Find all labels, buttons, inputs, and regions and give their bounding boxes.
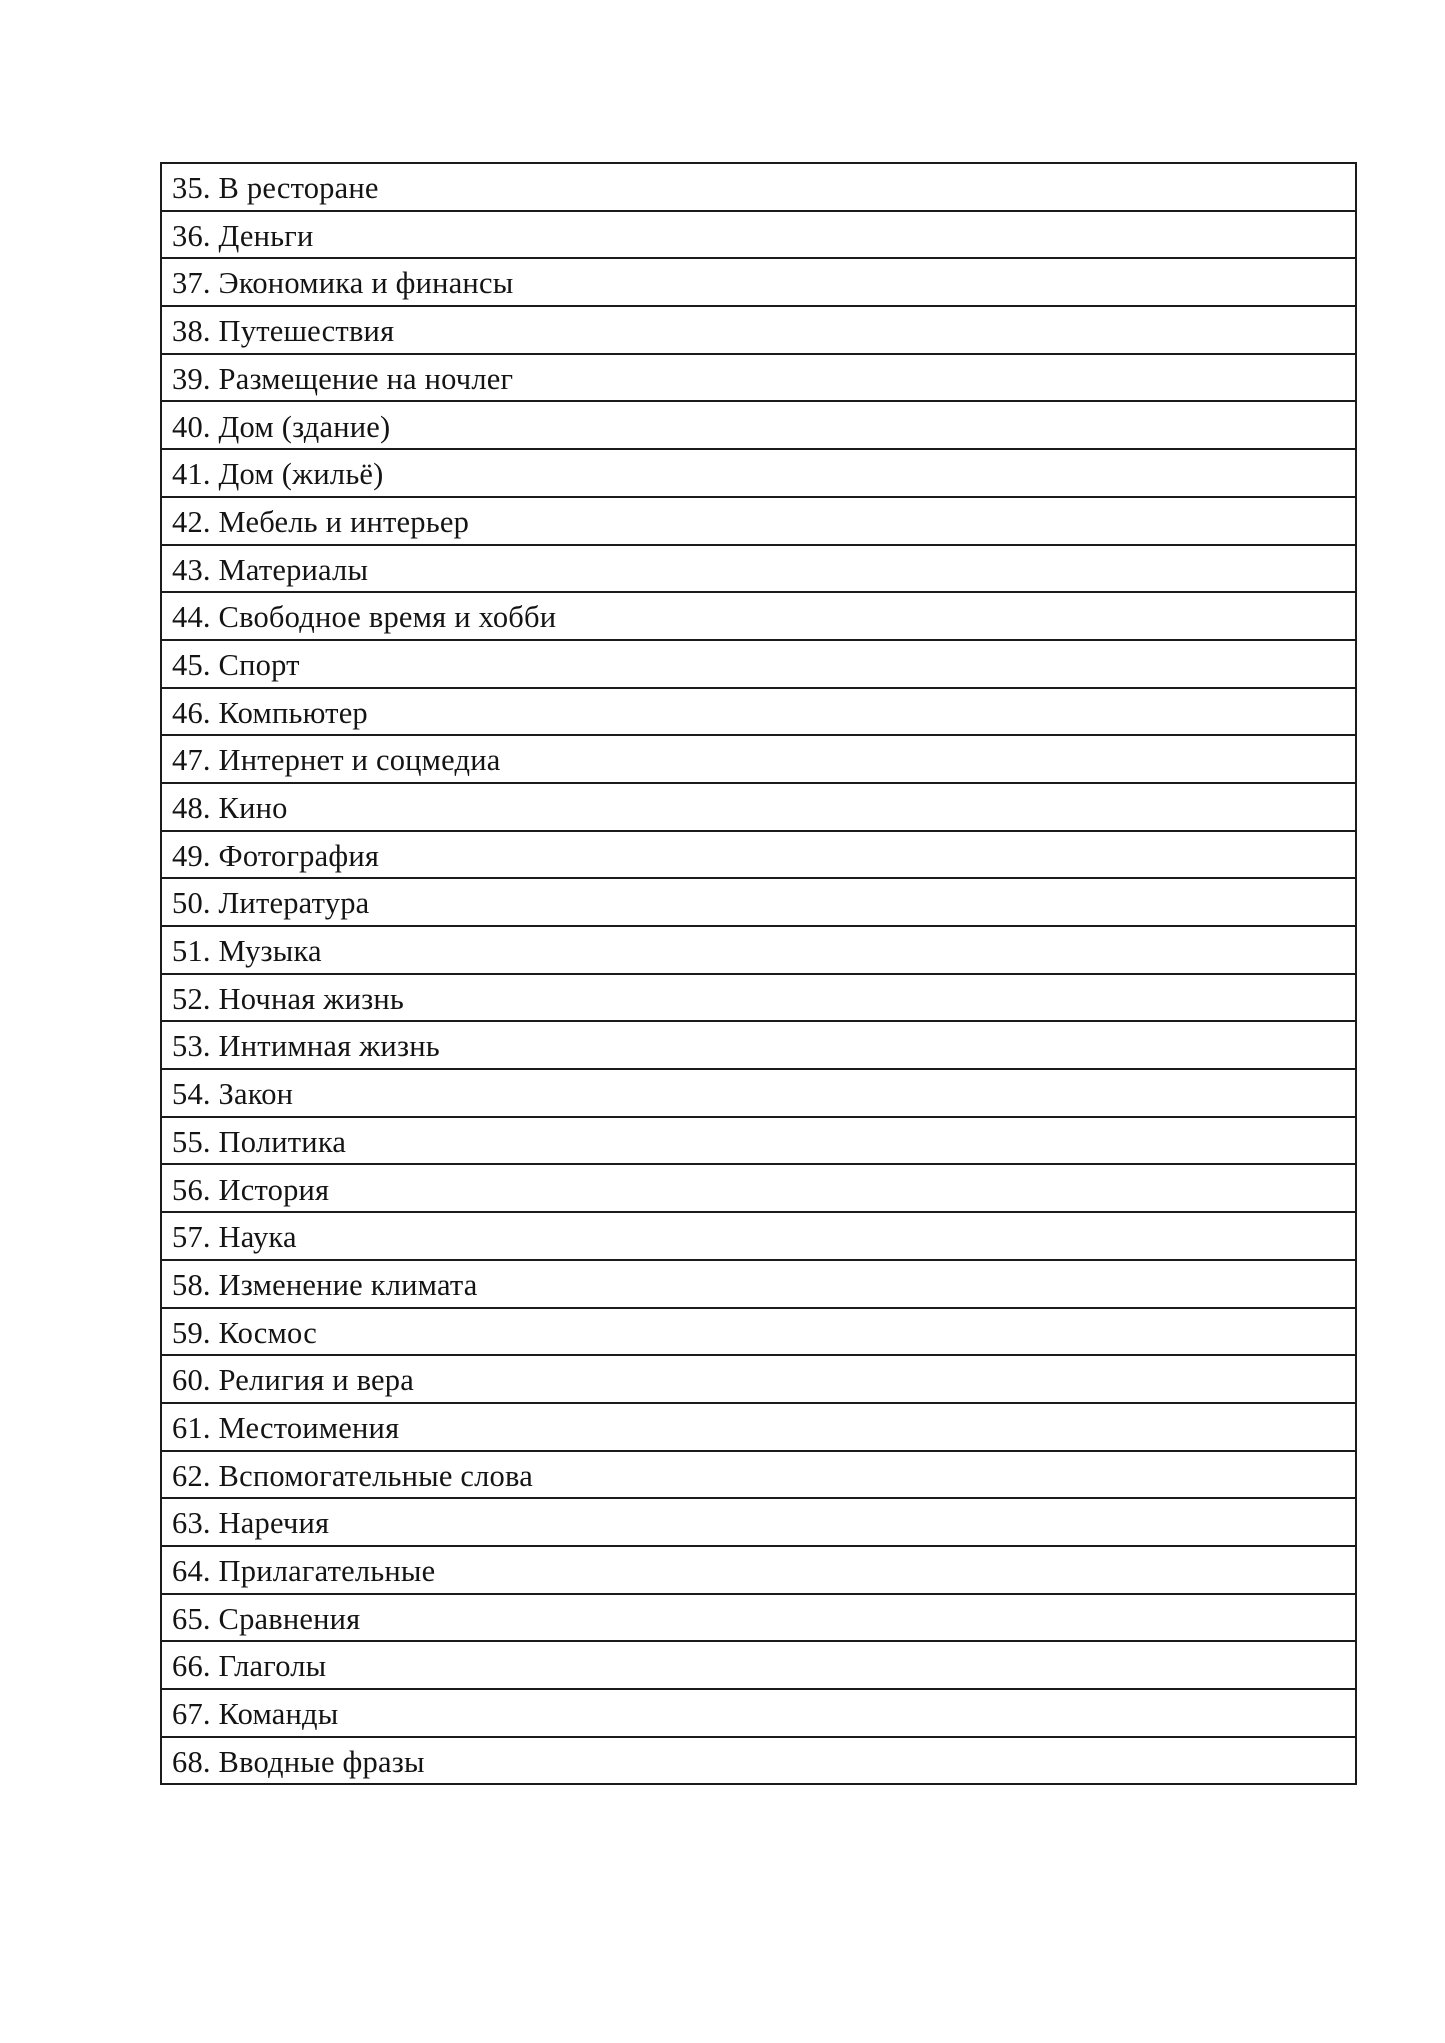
toc-item-label: 53. Интимная жизнь (172, 1029, 440, 1064)
toc-item-label: 61. Местоимения (172, 1410, 400, 1445)
toc-row (162, 1165, 1355, 1213)
toc-row (162, 1309, 1355, 1357)
toc-row (162, 927, 1355, 975)
toc-row (162, 450, 1355, 498)
toc-item-label: 62. Вспомогательные слова (172, 1458, 533, 1493)
toc-item-label: 36. Деньги (172, 218, 314, 253)
toc-item-label: 35. В ресторане (172, 171, 379, 206)
toc-row (162, 546, 1355, 594)
toc-row (162, 259, 1355, 307)
toc-row (162, 1642, 1355, 1690)
toc-row (162, 1022, 1355, 1070)
toc-row (162, 1738, 1355, 1784)
toc-item-label: 52. Ночная жизнь (172, 981, 404, 1016)
toc-row (162, 498, 1355, 546)
toc-row (162, 689, 1355, 737)
toc-item-label: 51. Музыка (172, 934, 322, 969)
toc-item-label: 48. Кино (172, 791, 288, 826)
toc-item-label: 67. Команды (172, 1697, 339, 1732)
toc-item-label: 37. Экономика и финансы (172, 266, 514, 301)
toc-row (162, 402, 1355, 450)
toc-row (162, 1213, 1355, 1261)
toc-item-label: 57. Наука (172, 1220, 297, 1255)
toc-item-label: 47. Интернет и соцмедиа (172, 743, 501, 778)
toc-row (162, 832, 1355, 880)
toc-row (162, 641, 1355, 689)
toc-item-label: 44. Свободное время и хобби (172, 600, 557, 635)
toc-item-label: 50. Литература (172, 886, 370, 921)
toc-row (162, 1595, 1355, 1643)
toc-item-label: 55. Политика (172, 1124, 347, 1159)
toc-item-label: 60. Религия и вера (172, 1363, 414, 1398)
toc-row (162, 975, 1355, 1023)
toc-item-label: 64. Прилагательные (172, 1554, 436, 1589)
toc-item-label: 63. Наречия (172, 1506, 330, 1541)
toc-row (162, 879, 1355, 927)
toc-row (162, 212, 1355, 260)
toc-row (162, 1118, 1355, 1166)
toc-item-label: 38. Путешествия (172, 314, 395, 349)
toc-row (162, 1261, 1355, 1309)
toc-item-label: 46. Компьютер (172, 695, 368, 730)
toc-item-label: 42. Мебель и интерьер (172, 504, 470, 539)
toc-row (162, 1356, 1355, 1404)
toc-item-label: 66. Глаголы (172, 1649, 327, 1684)
toc-item-label: 54. Закон (172, 1077, 294, 1112)
toc-row (162, 1690, 1355, 1738)
toc-row (162, 1547, 1355, 1595)
toc-item-label: 40. Дом (здание) (172, 409, 391, 444)
toc-row (162, 1499, 1355, 1547)
toc-row (162, 736, 1355, 784)
toc-item-label: 41. Дом (жильё) (172, 457, 384, 492)
toc-item-label: 45. Спорт (172, 647, 300, 682)
toc-table (160, 162, 1357, 1785)
toc-row (162, 1452, 1355, 1500)
toc-item-label: 43. Материалы (172, 552, 369, 587)
toc-row (162, 593, 1355, 641)
toc-row (162, 1404, 1355, 1452)
toc-item-label: 58. Изменение климата (172, 1267, 478, 1302)
toc-row (162, 1070, 1355, 1118)
toc-row (162, 164, 1355, 212)
toc-row (162, 784, 1355, 832)
toc-item-label: 39. Размещение на ночлег (172, 361, 514, 396)
toc-row (162, 307, 1355, 355)
toc-row (162, 355, 1355, 403)
toc-item-label: 68. Вводные фразы (172, 1744, 425, 1779)
toc-item-label: 49. Фотография (172, 838, 380, 873)
toc-item-label: 56. История (172, 1172, 330, 1207)
toc-item-label: 65. Сравнения (172, 1601, 361, 1636)
toc-item-label: 59. Космос (172, 1315, 317, 1350)
